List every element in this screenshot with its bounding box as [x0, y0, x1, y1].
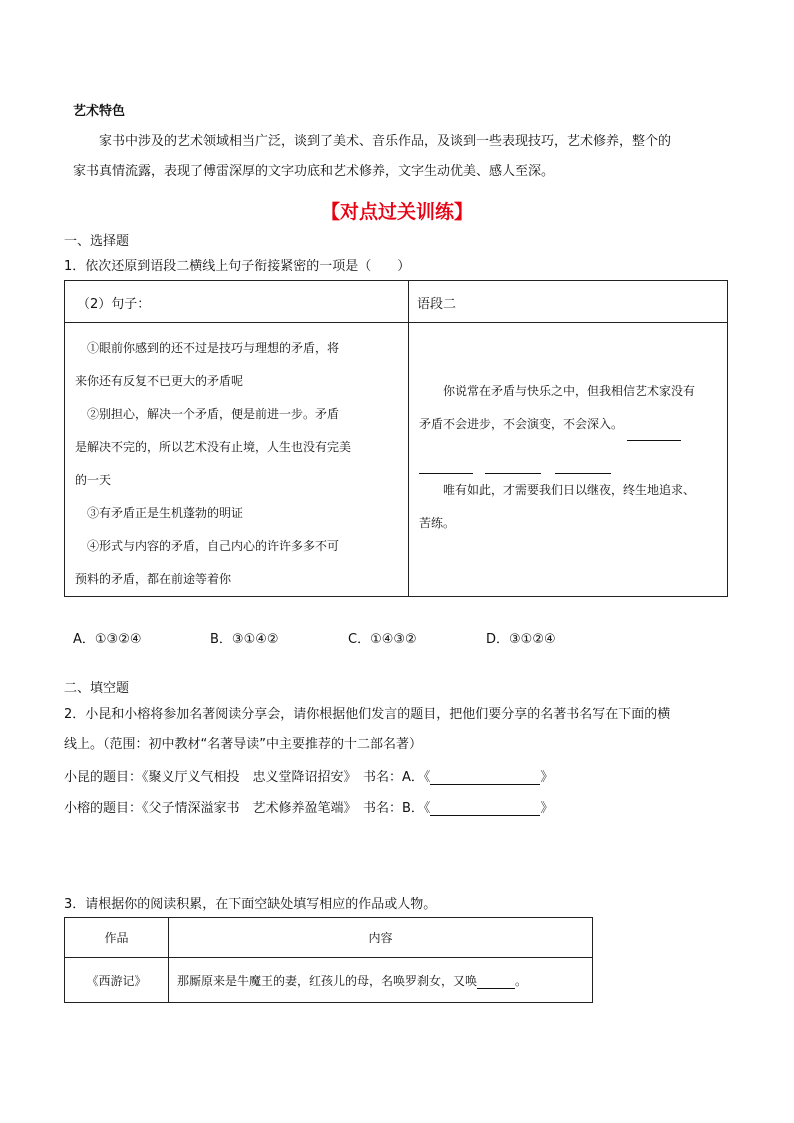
sentence-line: 的一天 [75, 473, 112, 487]
option-b[interactable]: B．③①④② [210, 632, 279, 647]
table-header-passage-label: 语段二 [417, 297, 457, 312]
sentence-line: 是解决不完的，所以艺术没有止境，人生也没有完美 [75, 440, 352, 454]
sentence-line: ③有矛盾正是生机蓬勃的明证 [87, 506, 244, 520]
choice-heading: 一、选择题 [64, 234, 130, 249]
option-c[interactable]: C．①④③② [348, 632, 417, 647]
rong-topic-line [64, 797, 553, 816]
section-heading-art: 艺术特色 [73, 104, 126, 119]
sentence-line: ④形式与内容的矛盾，自己内心的许许多多不可 [87, 539, 340, 553]
answer-blank-b[interactable] [430, 815, 540, 816]
table-header-work-label: 作品 [104, 931, 129, 945]
option-a[interactable]: A．①③②④ [73, 632, 142, 647]
kun-topic-text: 小昆的题目：《聚义厅义气相投 忠义堂降诏招安》 书名：A．《 [64, 770, 431, 785]
table-header-content [169, 918, 593, 958]
sentences-cell [65, 323, 409, 597]
answer-blank-a[interactable] [430, 784, 540, 785]
art-paragraph-line2: 家书真情流露，表现了傅雷深厚的文字功底和艺术修养，文字生动优美、感人至深。 [73, 164, 555, 179]
content-cell [169, 958, 593, 1003]
answer-blank[interactable] [627, 440, 681, 441]
option-d[interactable]: D．③①②④ [486, 632, 556, 647]
question-3-table [64, 917, 593, 1003]
passage-cell [409, 323, 728, 597]
sentence-line: 来你还有反复不已更大的矛盾呢 [75, 374, 244, 388]
table-header-content-label: 内容 [368, 931, 393, 945]
training-title: 【对点过关训练】 [320, 201, 473, 223]
table-header-passage [409, 281, 728, 323]
content-text: 那厮原来是牛魔王的妻，红孩儿的母，名唤罗刹女，又唤 [177, 973, 478, 988]
sentence-line: 预料的矛盾，都在前途等着你 [75, 572, 232, 586]
rong-topic-text: 小榕的题目：《父子情深溢家书 艺术修养盈笔端》 书名：B．《 [64, 801, 431, 816]
work-title: 《西游记》 [86, 973, 147, 988]
question-3: 3．请根据你的阅读积累，在下面空缺处填写相应的作品或人物。 [64, 897, 437, 912]
question-1: 1．依次还原到语段二横线上句子衔接紧密的一项是（ ） [64, 259, 411, 274]
close-quote: 》 [540, 770, 554, 785]
sentence-line: ①眼前你感到的还不过是技巧与理想的矛盾，将 [87, 341, 340, 355]
content-end: 。 [515, 973, 528, 988]
table-header-sentences-label: （2）句子： [77, 297, 151, 312]
answer-blank-c[interactable] [477, 988, 515, 989]
passage-blanks-line [419, 441, 723, 474]
table-header-sentences [65, 281, 409, 323]
passage-line-4: 唯有如此，才需要我们日以继夜，终生地追求、 [443, 483, 696, 497]
art-paragraph-line1: 家书中涉及的艺术领域相当广泛，谈到了美术、音乐作品，及谈到一些表现技巧，艺术修养，整个的 [99, 134, 672, 149]
question-2-line1: 2．小昆和小榕将参加名著阅读分享会，请你根据他们发言的题目，把他们要分享的名著书名写在下面的横 [64, 707, 671, 722]
table-header-work [65, 918, 169, 958]
passage-line-5: 苦练。 [419, 516, 456, 530]
question-2-line2: 线上。（范围：初中教材“名著导读”中主要推荐的十二部名著） [64, 737, 422, 752]
kun-topic-line [64, 766, 553, 785]
sentence-line: ②别担心，解决一个矛盾，便是前进一步。矛盾 [87, 407, 340, 421]
passage-line-2 [419, 408, 723, 441]
passage-line-1: 你说常在矛盾与快乐之中，但我相信艺术家没有 [443, 384, 696, 398]
passage-line-2-text: 矛盾不会进步，不会演变，不会深入。 [419, 417, 624, 431]
work-cell [65, 958, 169, 1003]
question-1-table [64, 280, 728, 597]
close-quote: 》 [540, 801, 554, 816]
fill-heading: 二、填空题 [64, 681, 130, 696]
